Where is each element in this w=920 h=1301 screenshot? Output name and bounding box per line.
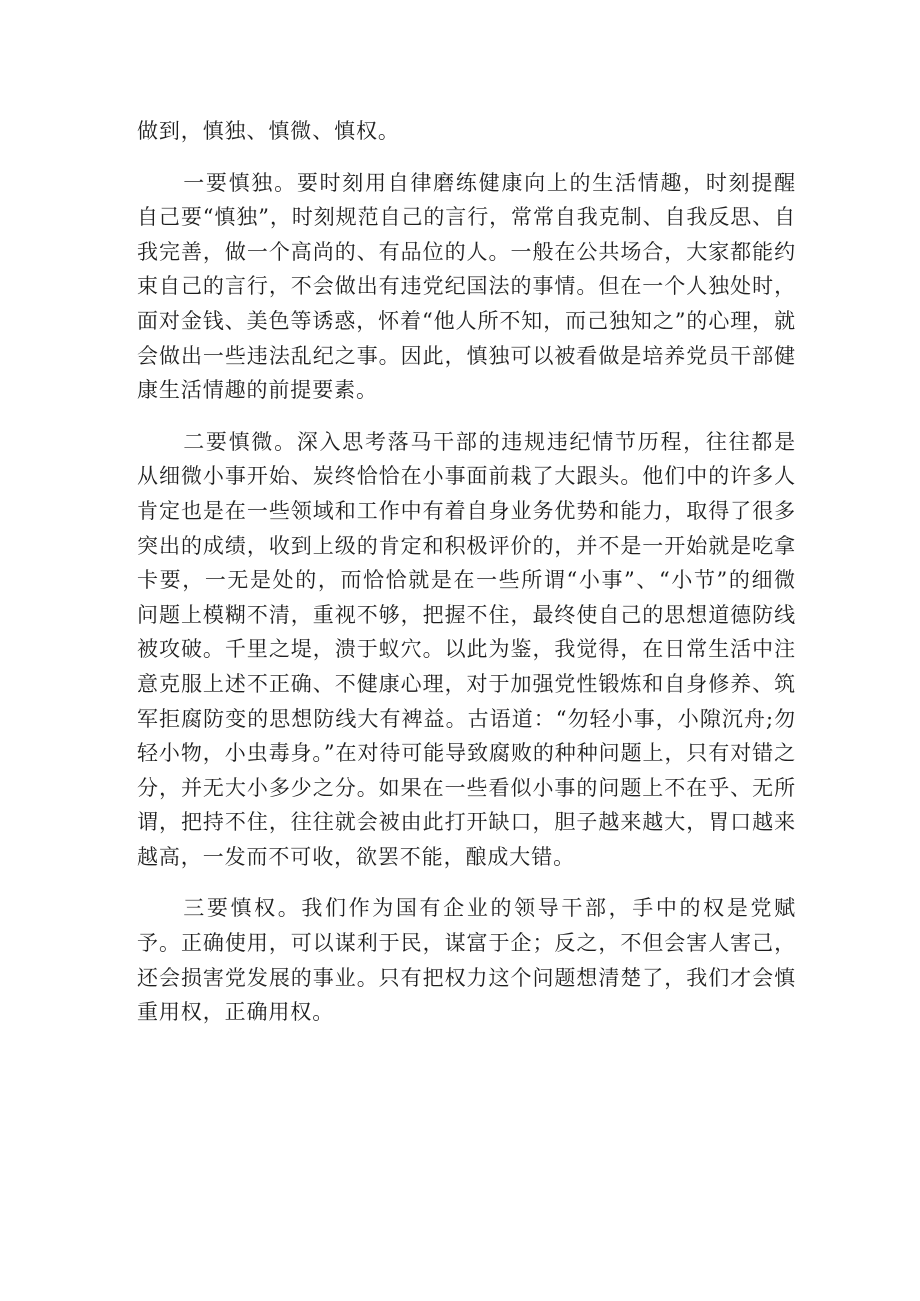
paragraph-shenquan: 三要慎权。我们作为国有企业的领导干部，手中的权是党赋予。正确使用，可以谋利于民，谋富于企；反之，不但会害人害己，还会损害党发展的事业。只有把权力这个问题想清楚了，我们才会慎重用权，正确用权。 [137,896,796,1025]
document-body [137,114,796,1030]
paragraph-shenwei: 二要慎微。深入思考落马干部的违规违纪情节历程，往往都是从细微小事开始、炭终恰恰在小事面前栽了大跟头。他们中的许多人肯定也是在一些领域和工作中有着自身业务优势和能力，取得了很多突出的成绩，收到上级的肯定和积极评价的，并不是一开始就是吃拿卡要，一无是处的，而恰恰就是在一些所谓“小事”、“小节”的细微问题上模糊不清，重视不够，把握不住，最终使自己的思想道德防线被攻破。千里之堤，溃于蚁穴。以此为鉴，我觉得，在日常生活中注意克服上述不正确、不健康心理，对于加强党性锻炼和自身修养、筑军拒腐防变的思想防线大有裨益。古语道：“勿轻小事，小隙沉舟;勿轻小物，小虫毒身。”在对待可能导致腐败的种种问题上，只有对错之分，并无大小多少之分。如果在一些看似小事的问题上不在乎、无所谓，把持不住，往往就会被由此打开缺口，胆子越来越大，胃口越来越高，一发而不可收，欲罢不能，酿成大错。 [137,429,796,869]
paragraph-shendu: 一要慎独。要时刻用自律磨练健康向上的生活情趣，时刻提醒自己要“慎独”，时刻规范自己的言行，常常自我克制、自我反思、自我完善，做一个高尚的、有品位的人。一般在公共场合，大家都能约束自己的言行，不会做出有违党纪国法的事情。但在一个人独处时，面对金钱、美色等诱惑，怀着“他人所不知，而己独知之”的心理，就会做出一些违法乱纪之事。因此，慎独可以被看做是培养党员干部健康生活情趣的前提要素。 [137,170,796,403]
paragraph-continuation: 做到，慎独、慎微、慎权。 [137,119,400,143]
